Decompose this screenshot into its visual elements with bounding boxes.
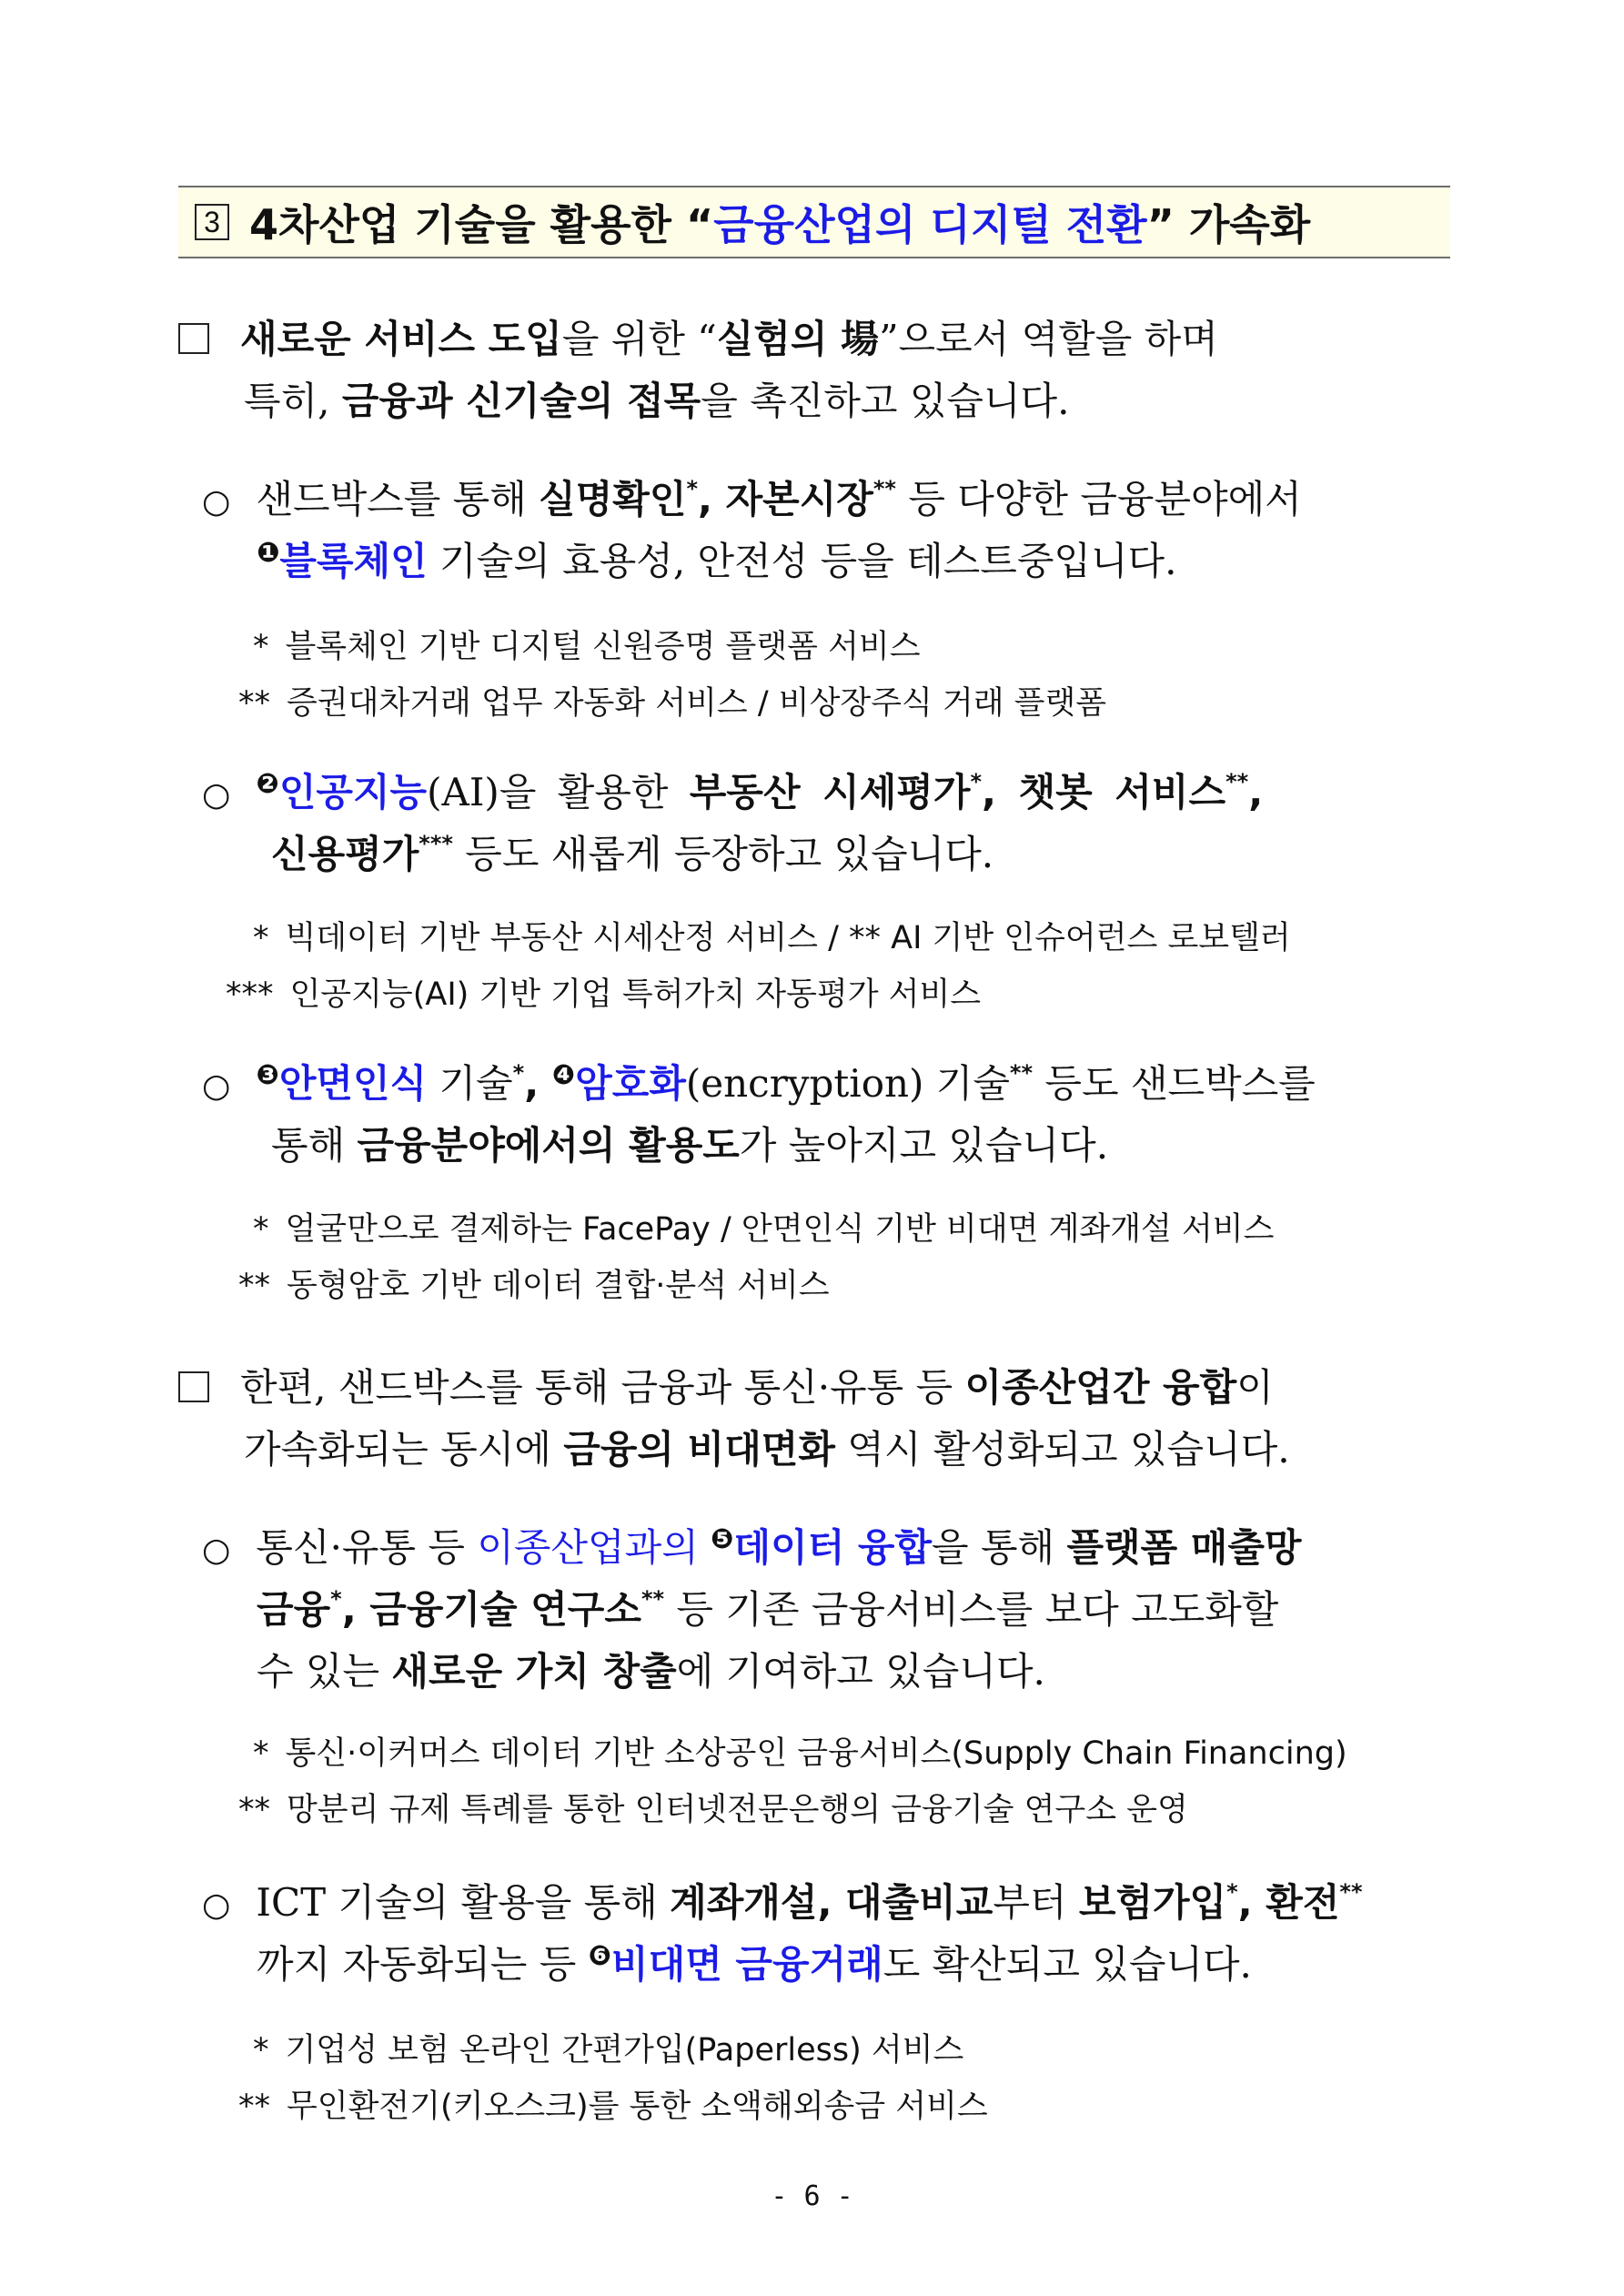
bullet-1-line-2 [257,531,1176,592]
bold-text: 신용평가 [271,832,419,876]
page-number: - 6 - [771,2180,853,2212]
footnote-star: * [253,2032,269,2068]
footnote-marker: ** [873,476,896,501]
footnote-marker: * [686,476,698,501]
footnote-2b [226,966,981,1023]
text: (AI)을 활용한 [427,770,690,814]
footnote-star: ** [238,1792,270,1828]
footnote-marker: ** [641,1586,665,1612]
bold-text: 계좌개설, 대출비교 [670,1880,994,1925]
text: 기술의 효용성, 안전성 등을 테스트중입니다. [427,539,1177,583]
footnote-text: 빅데이터 기반 부동산 시세산정 서비스 / ** AI 기반 인슈어런스 로보텔러 [285,920,1291,956]
text: 부터 [993,1880,1079,1925]
number-marker-icon: ❹ [551,1059,576,1091]
footnote-1b [238,675,1106,732]
footnote-2a [253,910,1291,966]
bold-text: 금융 [257,1587,331,1632]
circle-bullet-icon: ○ [202,776,231,814]
footnote-4b [238,1782,1188,1838]
number-marker-icon: ❸ [256,1059,279,1091]
section-number-box: 3 [195,204,229,240]
highlight-text: 데이터 융합 [733,1525,933,1570]
bold-text: 플랫폼 매출망 [1066,1525,1302,1570]
footnote-5a [253,2022,963,2079]
highlight-text: 암호화 [575,1061,686,1106]
text: 기술 [427,1061,513,1106]
bullet-4-line-3 [257,1642,1045,1702]
paragraph-1-line-1 [178,309,1218,369]
bold-text: 새로운 가치 창출 [391,1649,677,1694]
checkbox-bullet-icon [178,1371,209,1402]
bold-text: , 자본시장 [698,477,873,521]
bold-text: 부동산 시세평가 [689,770,971,814]
section-header [178,186,1450,258]
text: ”으로서 역할을 하며 [879,317,1218,361]
footnote-star: ** [238,685,270,722]
bullet-3-line-1 [202,1054,1316,1117]
footnote-marker: ** [1226,769,1249,794]
footnote-3b [238,1258,830,1314]
bullet-1-line-1 [202,470,1302,532]
bold-text: , [524,1061,552,1106]
bold-text: 금융의 비대면화 [563,1427,835,1472]
footnote-text: 통신·이커머스 데이터 기반 소상공인 금융서비스(Supply Chain Financing) [285,1735,1347,1772]
paragraph-1-line-2 [244,371,1069,431]
circle-bullet-icon: ○ [202,1532,231,1569]
text: 한편, 샌드박스를 통해 금융과 통신·유통 등 [240,1365,965,1410]
bold-text: 새로운 서비스 도입 [240,317,562,361]
text: 이 [1236,1365,1274,1410]
paragraph-2-line-1 [178,1358,1274,1418]
footnote-star: * [253,920,269,956]
bullet-4-line-2 [257,1580,1278,1640]
text: 을 위한 “ [561,317,717,361]
footnote-text: 인공지능(AI) 기반 기업 특허가치 자동평가 서비스 [289,976,982,1013]
section-title-pre: 4차산업 기술을 활용한 “ [249,200,714,249]
circle-bullet-icon: ○ [202,483,231,521]
text: 에 기여하고 있습니다. [676,1649,1045,1694]
text: 가 높아지고 있습니다. [739,1123,1109,1168]
footnote-text: 동형암호 기반 데이터 결합·분석 서비스 [287,1268,830,1304]
footnote-text: 얼굴만으로 결제하는 FacePay / 안면인식 기반 비대면 계좌개설 서비스 [285,1211,1275,1248]
text: 가속화되는 동시에 [244,1427,564,1472]
bold-text: , 환전 [1237,1880,1340,1925]
footnote-5b [238,2079,988,2135]
highlight-text: 블록체인 [279,539,428,583]
footnote-star: * [253,1211,269,1248]
bullet-2-line-1 [202,763,1263,825]
text: 등 기존 금융서비스를 보다 고도화할 [664,1587,1279,1632]
footnote-text: 무인환전기(키오스크)를 통한 소액해외송금 서비스 [287,2089,988,2125]
text: 을 촉진하고 있습니다. [701,379,1070,423]
number-marker-icon: ❶ [257,537,280,569]
bullet-5-line-1 [202,1873,1363,1936]
footnote-star: ** [238,2089,270,2125]
bold-text: 실명확인 [539,477,687,521]
footnote-star: * [253,1735,269,1772]
text: 통해 [271,1123,358,1168]
footnote-marker: ** [1009,1060,1034,1086]
footnote-text: 기업성 보험 온라인 간편가입(Paperless) 서비스 [285,2032,964,2068]
bullet-4-line-1 [202,1518,1302,1581]
circle-bullet-icon: ○ [202,1886,231,1924]
number-marker-icon: ❺ [711,1523,734,1555]
footnote-marker: * [512,1060,525,1086]
text: 특히, [244,379,342,423]
bold-text: 실험의 場 [716,317,880,361]
text: 등도 샌드박스를 [1033,1061,1316,1106]
bold-text: , 금융기술 연구소 [341,1587,641,1632]
highlight-text: 인공지능 [278,770,428,814]
text: 도 확산되고 있습니다. [883,1942,1252,1987]
bullet-3-line-2 [271,1116,1108,1176]
checkbox-bullet-icon [178,323,209,354]
footnote-text: 망분리 규제 특례를 통한 인터넷전문은행의 금융기술 연구소 운영 [287,1792,1188,1828]
highlight-text: 안면인식 [278,1061,428,1106]
footnote-4a [253,1725,1347,1782]
section-title-highlight: 금융산업의 디지털 전환 [713,200,1147,249]
footnote-marker: * [1226,1879,1238,1905]
footnote-star: * [253,629,269,665]
number-marker-icon: ❻ [588,1940,612,1972]
number-marker-icon: ❷ [256,768,279,800]
text: ICT 기술의 활용을 통해 [256,1880,671,1925]
footnote-star: ** [238,1268,270,1304]
footnote-text: 블록체인 기반 디지털 신원증명 플랫폼 서비스 [285,629,921,665]
circle-bullet-icon: ○ [202,1067,231,1105]
text: 역시 활성화되고 있습니다. [834,1427,1290,1472]
footnote-text: 증권대차거래 업무 자동화 서비스 / 비상장주식 거래 플랫폼 [287,685,1107,722]
footnote-1a [253,619,921,675]
highlight-text: 이종산업과의 [477,1525,711,1570]
footnote-marker: * [330,1586,342,1612]
text: 등도 새롭게 등장하고 있습니다. [452,832,994,876]
paragraph-2-line-2 [244,1420,1290,1480]
text: 등 다양한 금융분야에서 [895,477,1302,521]
text: 샌드박스를 통해 [256,477,540,521]
bold-text: 금융분야에서의 활용도 [357,1123,740,1168]
footnote-3a [253,1201,1274,1258]
text: (encryption) 기술 [685,1061,1010,1106]
bold-text: , [1248,770,1264,814]
bold-text: 이종산업간 융합 [964,1365,1237,1410]
highlight-text: 비대면 금융거래 [611,1942,883,1987]
section-title-post: ” 가속화 [1146,200,1311,249]
footnote-star: *** [226,976,274,1013]
text: 통신·유통 등 [256,1525,478,1570]
bold-text: 금융과 신기술의 접목 [341,379,701,423]
text: 수 있는 [257,1649,392,1694]
bullet-2-line-2 [271,824,994,885]
bold-text: 보험가입 [1078,1880,1227,1925]
bold-text: , 챗봇 서비스 [982,770,1226,814]
text: 을 통해 [932,1525,1067,1570]
footnote-marker: *** [419,831,453,856]
footnote-marker: ** [1339,1879,1363,1905]
footnote-marker: * [970,769,983,794]
text: 까지 자동화되는 등 [257,1942,589,1987]
bullet-5-line-2 [257,1935,1252,1995]
